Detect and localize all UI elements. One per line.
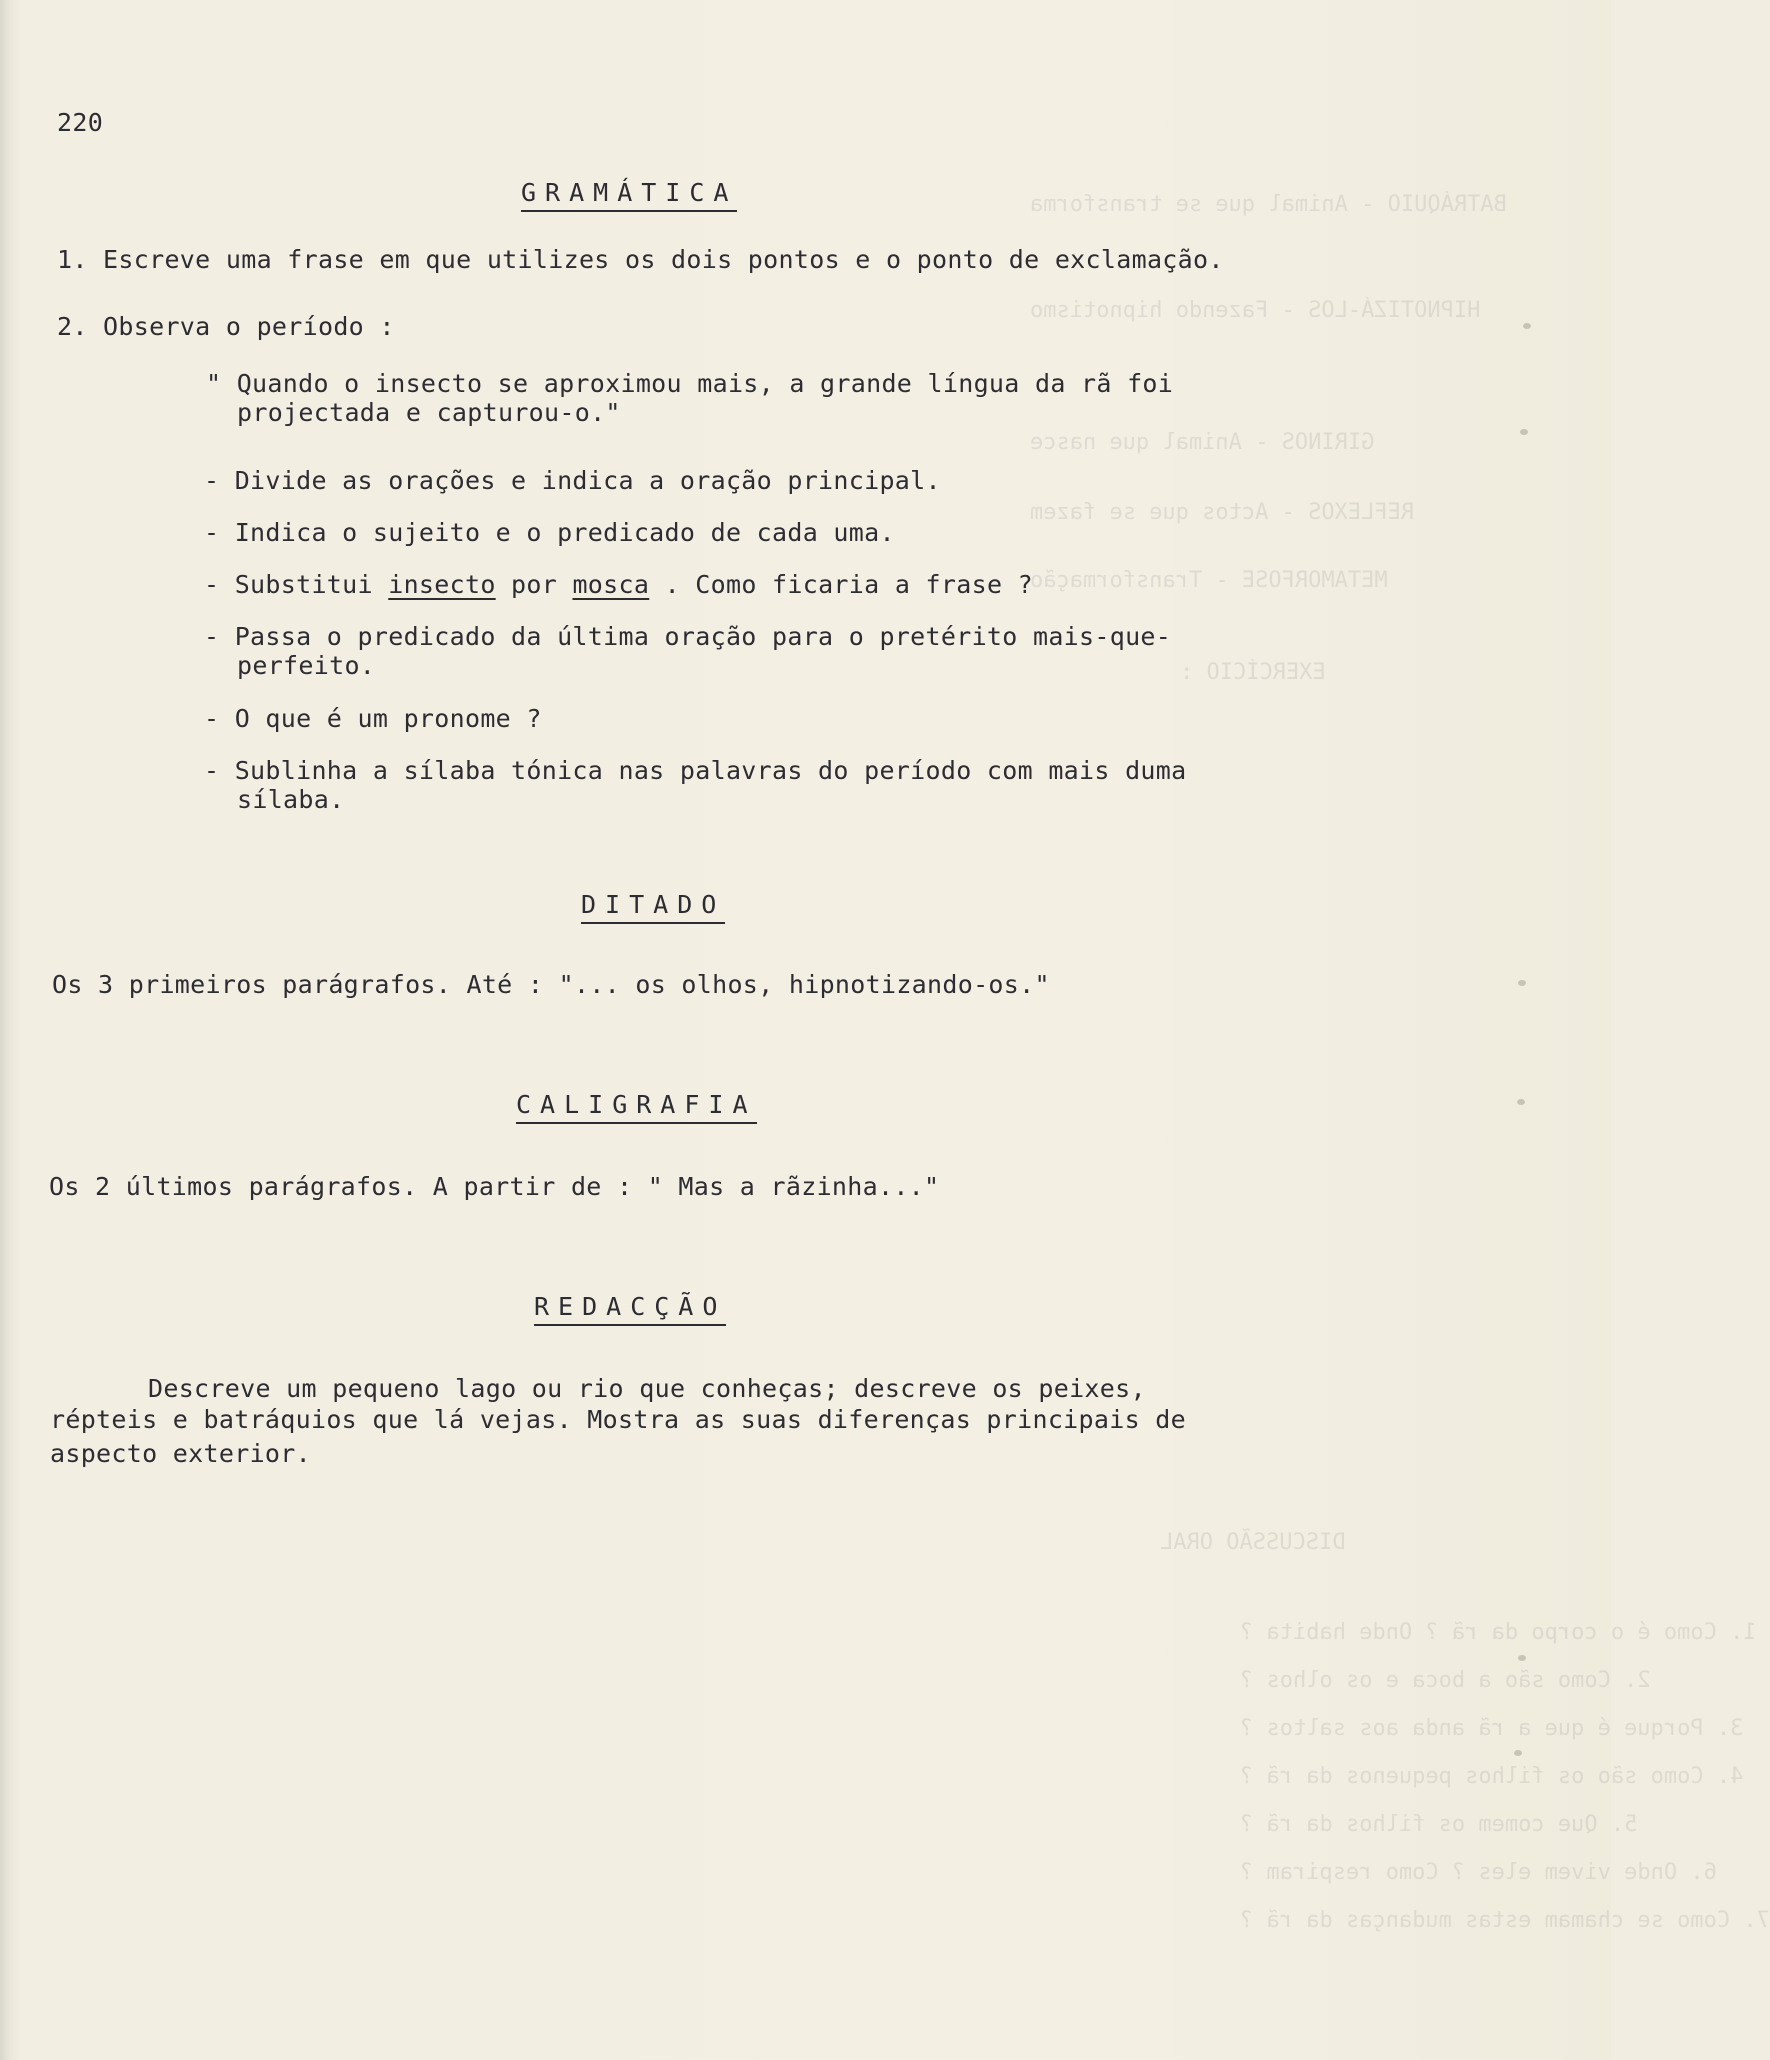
margin-speck <box>1517 1099 1525 1105</box>
grammar-item-3-suffix: . Como ficaria a frase ? <box>649 570 1034 599</box>
grammar-item-6-line-1: - Sublinha a sílaba tónica nas palavras do período com mais duma <box>204 756 1187 785</box>
grammar-heading: GRAMÁTICA <box>521 178 737 212</box>
underlined-word-insecto: insecto <box>388 570 496 599</box>
dictation-text: Os 3 primeiros parágrafos. Até : "... os olhos, hipnotizando-os." <box>52 970 1050 999</box>
margin-speck <box>1514 1750 1522 1756</box>
grammar-item-2: - Indica o sujeito e o predicado de cada uma. <box>204 518 895 547</box>
grammar-item-3-middle: por <box>495 570 573 599</box>
composition-heading: REDACÇÃO <box>534 1292 726 1326</box>
composition-line-2: répteis e batráquios que lá vejas. Mostra as suas diferenças principais de <box>50 1405 1186 1434</box>
grammar-question-2-intro: 2. Observa o período : <box>57 312 395 341</box>
grammar-item-1: - Divide as orações e indica a oração principal. <box>204 466 941 495</box>
quoted-period-line-2: projectada e capturou-o." <box>237 398 621 427</box>
grammar-question-1: 1. Escreve uma frase em que utilizes os dois pontos e o ponto de exclamação. <box>57 245 1224 274</box>
composition-line-1: Descreve um pequeno lago ou rio que conheças; descreve os peixes, <box>148 1374 1146 1403</box>
grammar-item-4-line-2: perfeito. <box>237 651 376 680</box>
quoted-period-line-1: " Quando o insecto se aproximou mais, a grande língua da rã foi <box>206 369 1174 398</box>
margin-speck <box>1523 323 1531 329</box>
calligraphy-text: Os 2 últimos parágrafos. A partir de : " Mas a rãzinha..." <box>49 1172 940 1201</box>
dictation-heading: DITADO <box>581 890 725 924</box>
margin-speck <box>1518 980 1526 986</box>
margin-speck <box>1520 429 1528 435</box>
grammar-item-6-line-2: sílaba. <box>237 785 345 814</box>
grammar-item-3-prefix: - Substitui <box>204 570 389 599</box>
grammar-item-4-line-1: - Passa o predicado da última oração para o pretérito mais-que- <box>204 622 1172 651</box>
composition-line-3: aspecto exterior. <box>50 1439 311 1468</box>
underlined-word-mosca: mosca <box>572 570 650 599</box>
page: BATRÁQUIO - Animal que se transforma HIPNOTIZÁ-LOS - Fazendo hipnotismo GIRINOS - Animal que nasce REFLEXOS - Actos que se fazem METAMORFOSE - Transformação EXERCÍCIO : DISCUSSÃO ORAL 1. Como é o corpo da rã ? Onde habita ? 2. Como são a boca e os olhos ? 3. Porque é que a rã anda aos saltos ? 4. Como são os filhos pequenos da rã ? 5. Que comem os filhos da rã ? 6. Onde vivem eles ? Como respiram ? 7. Como se chamam estas mudanças da rã ? 220 GRAMÁTICA 1. Escreve uma frase em que utilizes os dois pontos e o ponto de exclamação. 2. Observa o período : " Quando o insecto se aproximou mais, a grande língua da rã foi projectada e capturou-o." - Divide as orações e indica a oração principal. - Indica o sujeito e o predicado de cada uma. - Substitui insecto por mosca . Como ficaria a frase ? - Passa o predicado da última oração para o pretérito mais-que- perfeito. - O que é um pronome ? - Sublinha a sílaba tónica nas palavras do período com mais duma sílaba. DITADO Os 3 primeiros parágrafos. Até : "... os olhos, hipnotizando-os." CALIGRAFIA Os 2 últimos parágrafos. A partir de : " Mas a rãzinha..." REDACÇÃO Descreve um pequeno lago ou rio que conheças; descreve os peixes, répteis e batráquios que lá vejas. Mostra as suas diferenças principais de aspecto exterior. <box>0 0 1611 2060</box>
margin-speck <box>1518 1655 1526 1661</box>
page-number: 220 <box>57 108 104 137</box>
grammar-item-3 <box>204 570 1033 600</box>
calligraphy-heading: CALIGRAFIA <box>516 1090 757 1124</box>
grammar-item-5: - O que é um pronome ? <box>204 704 542 733</box>
